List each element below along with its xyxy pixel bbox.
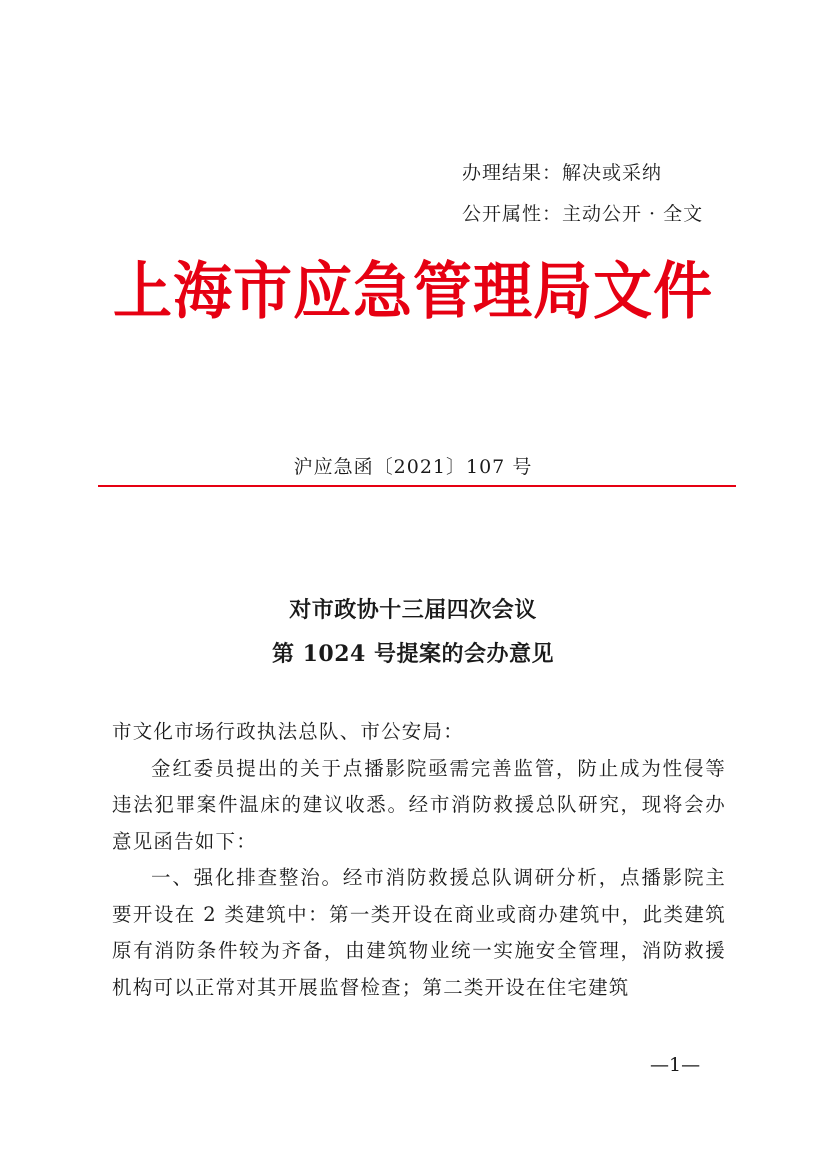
recipients-line: 市文化市场行政执法总队、市公安局： [112, 720, 464, 743]
document-number: 沪应急函〔2021〕107 号 [293, 456, 533, 478]
handling-result: 办理结果：解决或采纳 [462, 162, 663, 184]
disclosure-attribute: 公开属性：主动公开 · 全文 [462, 203, 704, 225]
body-paragraph-1: 金红委员提出的关于点播影院亟需完善监管，防止成为性侵等违法犯罪案件温床的建议收悉。经市消防救援总队研究，现将会办意见函告如下： [112, 756, 726, 853]
document-masthead: 上海市应急管理局文件 [112, 254, 713, 327]
red-divider-line [98, 485, 736, 487]
body-paragraph-2: 一、强化排查整治。经市消防救援总队调研分析，点播影院主要开设在 2 类建筑中：第一类开设在商业或商办建筑中，此类建筑原有消防条件较为齐备，由建筑物业统一实施安全管理，消防救援机构可以正常对其开展监督检查；第二类开设在住宅建筑 [112, 866, 726, 999]
document-body [112, 714, 726, 1006]
document-title-line-2: 第 1024 号提案的会办意见 [271, 641, 555, 667]
page-number: —1— [650, 1054, 701, 1076]
document-title-line-1: 对市政协十三届四次会议 [289, 597, 537, 623]
